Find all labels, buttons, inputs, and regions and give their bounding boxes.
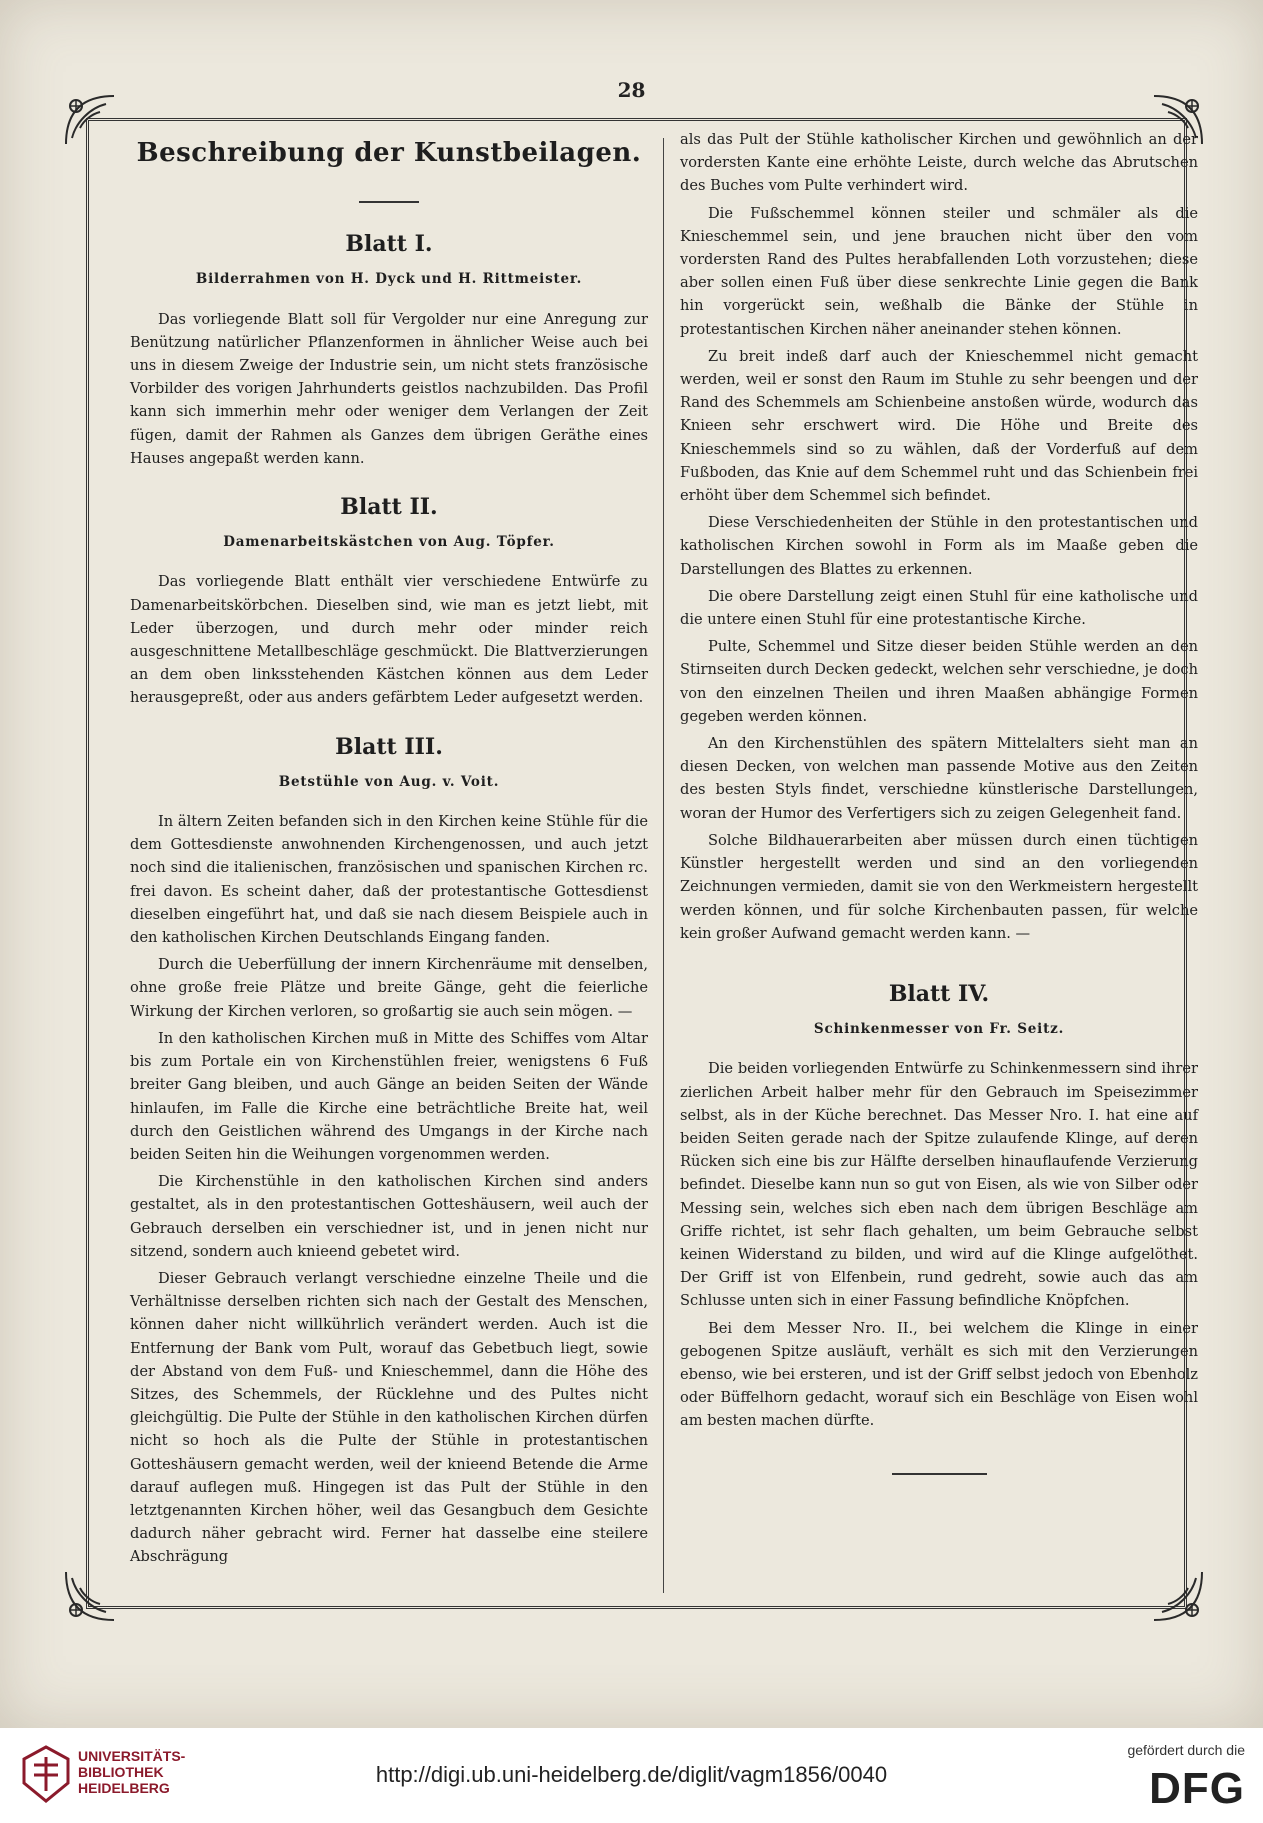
paragraph: Durch die Ueberfüllung der innern Kirchenräume mit denselben, ohne große freie Plätze und breite Gänge, geht die feierliche Wirkung der Kirchen verloren, so großartig sie auch sein mögen. — [130,956,648,1020]
permalink-url[interactable]: http://digi.ub.uni-heidelberg.de/diglit/vagm1856/0040 [375,1762,888,1787]
column-divider [663,138,664,1593]
paragraph: Das vorliegende Blatt enthält vier verschiedene Entwürfe zu Damenarbeitskörbchen. Dieselben sind, wie man es jetzt liebt, mit Leder überzogen, und durch mehr oder minder reich ausgeschnittene Metallbeschläge geschmückt. Die Blattverzierungen an dem oben linksstehenden Kästchen können aus dem Leder herausgepreßt, oder aus anders gefärbtem Leder aufgesetzt werden. [130,573,648,707]
corner-ornament-icon [62,92,118,148]
viewer-footer [0,1728,1263,1823]
university-name: UNIVERSITÄTS- BIBLIOTHEK HEIDELBERG [78,1748,186,1796]
blatt-3-subtitle: Betstühle von Aug. v. Voit. [278,773,500,790]
paragraph: Die obere Darstellung zeigt einen Stuhl für eine katholische und die untere einen Stuhl für eine protestantische Kirche. [680,587,1198,629]
blatt-1-subtitle: Bilderrahmen von H. Dyck und H. Rittmeister. [195,271,583,288]
page-number: 28 [617,78,646,102]
paragraph: Pulte, Schemmel und Sitze dieser beiden Stühle werden an den Stirnseiten durch Decken gedeckt, welchen sehr verschiedne, je doch von den einzelnen Theilen und ihren Maaßen abhängige Formen gegeben werden können. [680,638,1198,725]
paragraph: In den katholischen Kirchen muß in Mitte des Schiffes vom Altar bis zum Portale ein von Kirchenstühlen freier, wenigstens 6 Fuß breiter Gang bleiben, und auch Gänge an beiden Seiten der Wände hinlaufen, im Falle die Kirche eine beträchtliche Breite hat, weil durch den Geistlichen während des Umgangs in der Kirche nach beiden Seiten hin die Weihungen vorgenommen werden. [130,1029,648,1163]
blatt-3-heading: Blatt III. [335,733,443,760]
blatt-2-subtitle: Damenarbeitskästchen von Aug. Töpfer. [223,534,555,551]
paragraph: Diese Verschiedenheiten der Stühle in den protestantischen und katholischen Kirchen sowohl in Form als im Maaße geben die Darstellungen des Blattes zu erkennen. [680,514,1198,578]
paragraph: Zu breit indeß darf auch der Knieschemmel nicht gemacht werden, weil er sonst den Raum im Stuhle zu sehr beengen und der Rand des Schemmels am Schienbeine anstoßen würde, wodurch das Knieen sehr erschwert wird. Die Höhe und Breite des Knieschemmels sind so zu wählen, daß der Vorderfuß auf dem Fußboden, das Knie auf dem Schemmel ruht und das Schienbein frei erhöht über dem Schemmel sich befindet. [680,347,1198,505]
end-rule [892,1473,987,1475]
title-rule [359,201,419,203]
funding-label: gefördert durch die [1127,1742,1245,1758]
paragraph: An den Kirchenstühlen des spätern Mittelalters sieht man an diesen Decken, von welchen man passende Motive aus den Zeiten des besten Styls findet, verschiedne künstlerische Darstellungen, woran der Humor des Verfertigers sich zu zeigen Gelegenheit fand. [680,735,1198,822]
paragraph: Dieser Gebrauch verlangt verschiedne einzelne Theile und die Verhältnisse derselben richten sich nach der Gestalt des Menschen, können daher nicht willkührlich verändert werden. Auch ist die Entfernung der Bank vom Pult, worauf das Gebetbuch liegt, sowie der Abstand von dem Fuß- und Knieschemmel, dann die Höhe des Sitzes, des Schemmels, der Rücklehne und des Pultes nicht gleichgültig. Die Pulte der Stühle in den katholischen Kirchen dürfen nicht so hoch als die Pulte der Stühle in protestantischen Gotteshäusern gemacht werden, weil der knieend Betende die Arme darauf auflegen muß. Hingegen ist das Pult der Stühle in den letztgenannten Kirchen höher, weil das Gesangbuch dem Gesichte dadurch näher gebracht wird. Ferner hat dasselbe eine steilere Abschrägung [130,1269,648,1566]
paragraph: Die Kirchenstühle in den katholischen Kirchen sind anders gestaltet, als in den protestantischen Gotteshäusern, weil auch der Gebrauch derselben ein verschiedner ist, und in jenen nicht nur sitzend, sondern auch knieend gebetet wird. [130,1173,648,1260]
paragraph: Die beiden vorliegenden Entwürfe zu Schinkenmessern sind ihrer zierlichen Arbeit halber mehr für den Gebrauch im Speisezimmer selbst, als in der Küche berechnet. Das Messer Nro. I. hat eine auf beiden Seiten gerade nach der Spitze zulaufende Klinge, auf deren Rücken sich eine bis zur Hälfte derselben hinauflaufende Verzierung befindet. Dieselbe kann nun so gut von Eisen, als wie von Silber oder Messing sein, welches sich eben nach dem übrigen Beschläge am Griffe richtet, ist sehr flach gehalten, um beim Gebrauche selbst keinen Widerstand zu bilden, und wird auf die Klinge aufgelöthet. Der Griff ist von Elfenbein, rund gedreht, sowie auch das am Schlusse unten sich in einer Fassung befindliche Knöpfchen. [680,1060,1198,1310]
paragraph: Das vorliegende Blatt soll für Vergolder nur eine Anregung zur Benützung natürlicher Pflanzenformen in ähnlicher Weise auch bei uns in diesem Zweige der Industrie sein, um nicht stets französische Vorbilder des vorigen Jahrhunderts geistlos nachzubilden. Das Profil kann sich immerhin mehr oder weniger dem Verlangen der Zeit fügen, damit der Rahmen als Ganzes dem übrigen Geräthe eines Hauses angepaßt werden kann. [130,310,648,467]
right-column [680,128,1198,1475]
page-title: Beschreibung der Kunstbeilagen. [136,138,642,168]
blatt-1-heading: Blatt I. [345,231,433,258]
corner-ornament-icon [62,1568,118,1624]
paragraph: Solche Bildhauerarbeiten aber müssen durch einen tüchtigen Künstler hergestellt werden und sind an den vorliegenden Zeichnungen vermieden, damit sie von den Werkmeistern hergestellt werden können, und für solche Kirchenbauten passen, für welche kein großer Aufwand gemacht werden kann. — [680,831,1198,942]
paragraph: Die Fußschemmel können steiler und schmäler als die Knieschemmel sein, und jene brauchen nicht über den vom vordersten Rand des Pultes herabfallenden Loth vorzustehen; diese aber sollen einen Fuß über diese senkrechte Linie gegen die Bank hin vorgerückt sein, weßhalb die Bänke der Stühle in protestantischen Kirchen näher aneinander stehen können. [680,204,1198,338]
paragraph: Bei dem Messer Nro. II., bei welchem die Klinge in einer gebogenen Spitze ausläuft, verhält es sich mit den Verzierungen ebenso, wie bei ersteren, und ist der Griff selbst jedoch von Ebenholz oder Büffelhorn gedacht, worauf sich ein Beschläge von Eisen wohl am besten machen dürfte. [680,1319,1198,1430]
paragraph: In ältern Zeiten befanden sich in den Kirchen keine Stühle für die dem Gottesdienste anwohnenden Kirchengenossen, und auch jetzt noch sind die italienischen, französischen und spanischen Kirchen rc. frei davon. Es scheint daher, daß der protestantische Gottesdienst dieselben eingeführt hat, und daß sie nach diesem Beispiele auch in den katholischen Kirchen Deutschlands Eingang fanden. [130,813,648,947]
corner-ornament-icon [1150,1568,1206,1624]
dfg-logo: DFG [1149,1764,1245,1813]
blatt-4-heading: Blatt IV. [888,980,990,1007]
blatt-4-subtitle: Schinkenmesser von Fr. Seitz. [813,1021,1065,1038]
paragraph: als das Pult der Stühle katholischer Kirchen und gewöhnlich an der vordersten Kante eine erhöhte Leiste, durch welche das Abrutschen des Buches vom Pulte verhindert wird. [680,131,1198,195]
blatt-2-heading: Blatt II. [340,494,438,521]
left-column [130,128,648,1573]
